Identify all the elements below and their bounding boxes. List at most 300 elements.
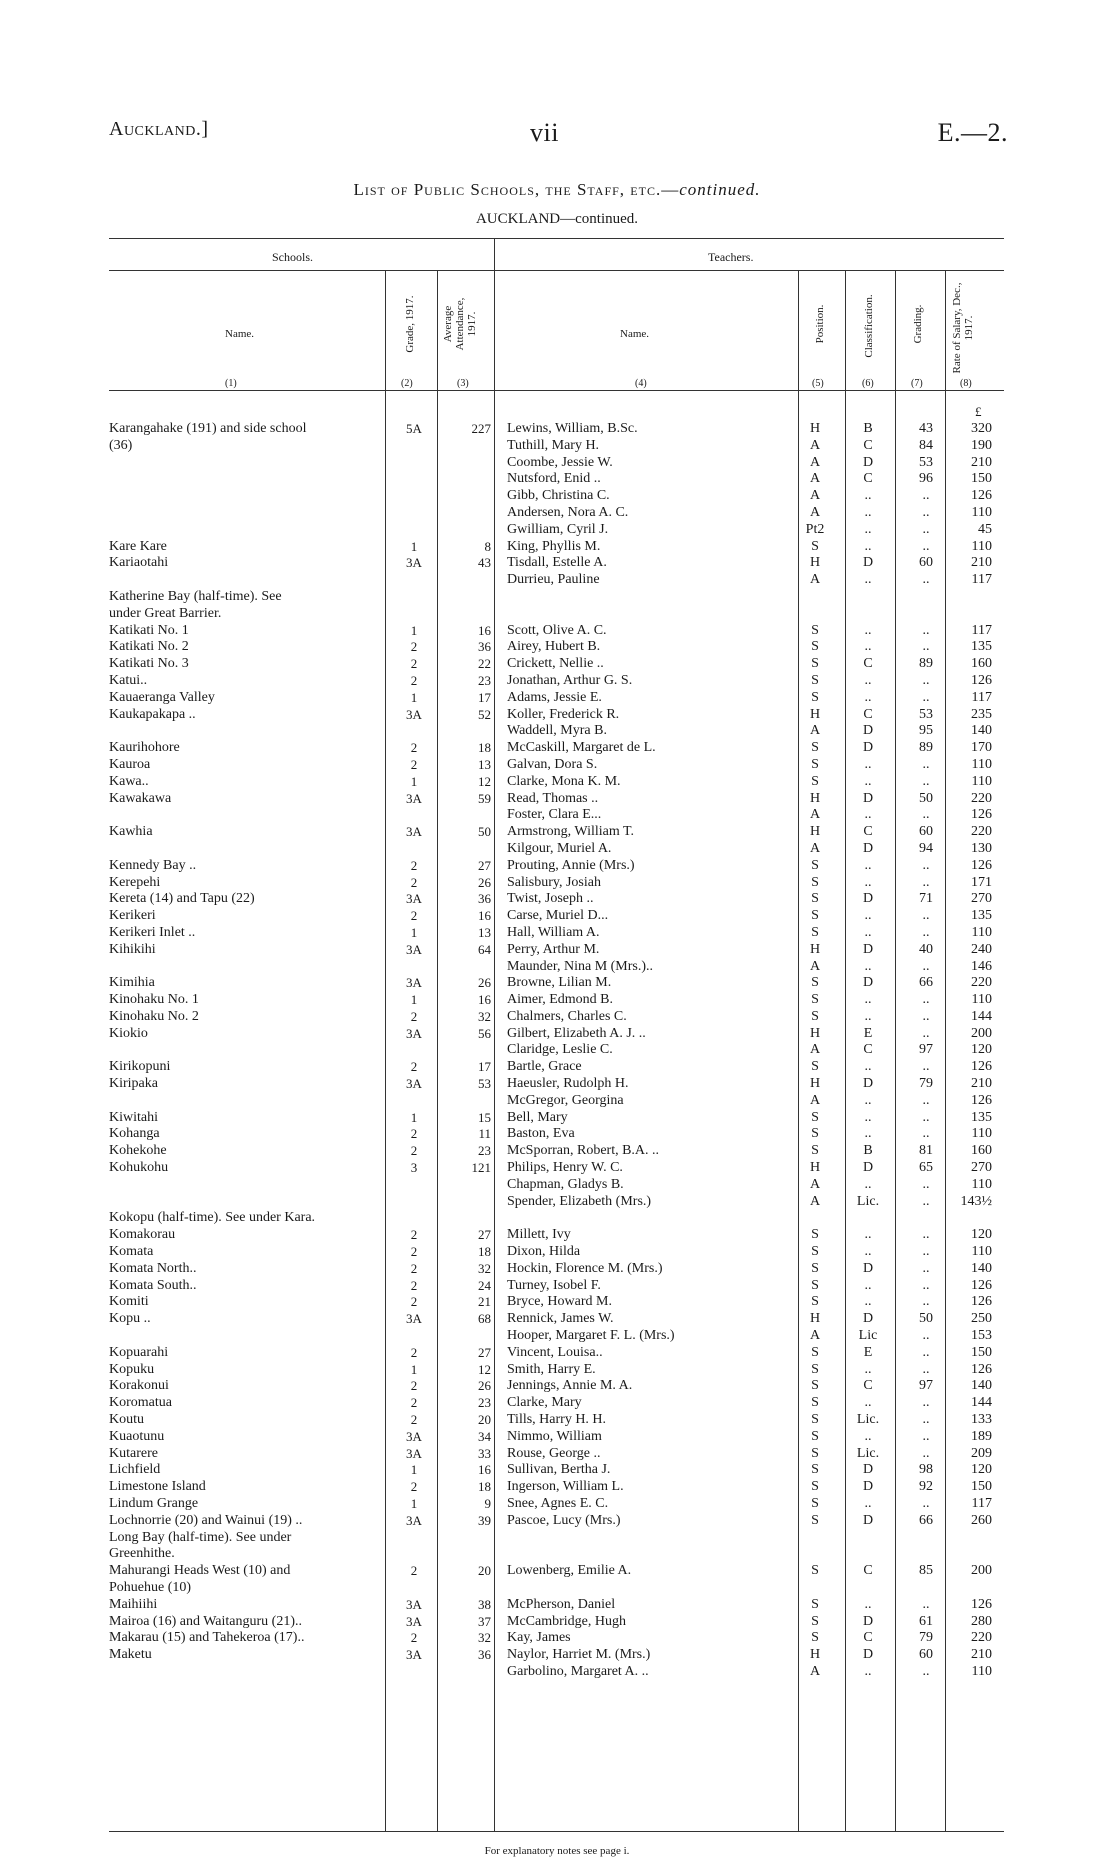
cell-grade: 1 [410,538,418,554]
cell-grd: 84 [919,437,933,453]
page-number: vii [530,118,559,147]
cell-cls: C [863,706,873,722]
table-row [0,1513,1114,1530]
cell-sal: 126 [971,807,992,823]
cell-att: 36 [478,1647,491,1663]
cell-cls: D [862,1647,874,1663]
cell-teacher: Rouse, George .. [507,1445,601,1461]
cell-pos: S [811,622,819,638]
cell-sal: 160 [971,656,992,672]
cell-school: Kawhia [109,824,153,840]
table-row [0,455,1114,472]
cell-att: 16 [478,1462,491,1478]
cell-cls: .. [864,1244,872,1260]
cell-grd: .. [922,1109,930,1125]
cell-grd: .. [922,992,930,1008]
cell-cls: .. [864,488,872,504]
col-number-5: (5) [812,378,824,389]
table-row [0,1647,1114,1664]
table-row [0,1244,1114,1261]
cell-cls: D [862,1260,874,1276]
teachers-group-header: Teachers. [708,250,754,264]
cell-teacher: Tisdall, Estelle A. [507,555,607,571]
cell-cls: .. [864,1596,872,1612]
cell-sal: 110 [971,756,992,772]
cell-teacher: Millett, Ivy [507,1227,571,1243]
cell-grade: 2 [410,1563,418,1579]
cell-school: Koutu [109,1412,144,1428]
cell-cls: .. [864,857,872,873]
table-row [0,1530,1114,1547]
cell-grd: .. [922,1294,930,1310]
table-row [0,1496,1114,1513]
cell-school: Komata South.. [109,1277,197,1293]
cell-teacher: Prouting, Annie (Mrs.) [507,857,635,873]
cell-sal: 126 [971,672,992,688]
cell-sal: 270 [971,1160,992,1176]
cell-pos: S [811,1412,819,1428]
cell-att: 26 [478,874,491,890]
cell-att: 18 [478,1479,491,1495]
cell-grd: 66 [919,1512,933,1528]
cell-att: 53 [478,1076,491,1092]
cell-sal: 117 [971,572,992,588]
cell-sal: 200 [971,1563,992,1579]
table-row [0,1479,1114,1496]
cell-school: Kauroa [109,756,151,772]
cell-school: Kohukohu [109,1160,169,1176]
cell-sal: 153 [971,1328,992,1344]
cell-grade: 3A [406,1311,422,1327]
cell-grade: 1 [410,1361,418,1377]
table-row [0,1546,1114,1563]
cell-teacher: Sullivan, Bertha J. [507,1462,611,1478]
cell-pos: S [811,689,819,705]
cell-att: 13 [478,924,491,940]
cell-sal: 250 [971,1311,992,1327]
col-number-2: (2) [401,378,413,389]
cell-teacher: Lowenberg, Emilie A. [507,1563,632,1579]
cell-cls: .. [864,504,872,520]
cell-att: 17 [478,689,491,705]
cell-pos: H [809,941,821,957]
cell-sal: 144 [971,1395,992,1411]
table-row [0,908,1114,925]
cell-grd: 60 [919,1647,933,1663]
cell-pos: A [809,1663,821,1679]
cell-school: Komakorau [109,1227,176,1243]
cell-sal: 135 [971,639,992,655]
cell-grd: 95 [919,723,933,739]
cell-cls: D [862,555,874,571]
cell-grade: 2 [410,740,418,756]
cell-cls: .. [864,874,872,890]
salary-header: Rate of Salary, Dec., 1917. [951,282,975,374]
cell-pos: S [811,1596,819,1612]
table-row [0,656,1114,673]
cell-grade: 2 [410,1227,418,1243]
cell-grd: .. [922,1428,930,1444]
cell-att: 32 [478,1630,491,1646]
table-row [0,1446,1114,1463]
cell-cls: .. [864,639,872,655]
cell-att: 39 [478,1512,491,1528]
title-italic: continued. [679,180,761,199]
cell-grd: .. [922,1596,930,1612]
cell-pos: S [811,1294,819,1310]
cell-school: under Great Barrier. [109,605,222,621]
cell-grade: 1 [410,622,418,638]
cell-grd: 81 [919,1143,933,1159]
cell-grade: 1 [410,924,418,940]
cell-grd: .. [922,1277,930,1293]
cell-att: 18 [478,740,491,756]
cell-pos: A [809,958,821,974]
position-header: Position. [814,304,826,344]
cell-grd: 50 [919,790,933,806]
cell-teacher: Waddell, Myra B. [507,723,607,739]
cell-pos: S [811,740,819,756]
table-row [0,639,1114,656]
cell-cls: Lic [858,1328,878,1344]
cell-pos: A [809,723,821,739]
cell-sal: 210 [971,555,992,571]
table-top-rule [109,238,1004,239]
cell-grade: 2 [410,1143,418,1159]
cell-grade: 2 [410,639,418,655]
cell-sal: 220 [971,790,992,806]
cell-sal: 120 [971,1227,992,1243]
cell-sal: 110 [971,1126,992,1142]
cell-pos: S [811,639,819,655]
cell-cls: C [863,1630,873,1646]
cell-grade: 1 [410,992,418,1008]
cell-pos: S [811,1143,819,1159]
cell-cls: D [862,723,874,739]
cell-pos: S [811,1277,819,1293]
cell-cls: C [863,471,873,487]
cell-cls: D [862,840,874,856]
cell-grade: 3A [406,1596,422,1612]
cell-sal: 126 [971,1277,992,1293]
cell-school: Karangahake (191) and side school [109,421,307,436]
cell-pos: S [811,656,819,672]
cell-cls: .. [864,689,872,705]
cell-grade: 3A [406,975,422,991]
cell-grd: .. [922,1126,930,1142]
cell-att: 23 [478,672,491,688]
cell-school: Maihiihi [109,1596,158,1612]
cell-school: Kariaotahi [109,555,169,571]
cell-school: Lochnorrie (20) and Wainui (19) .. [109,1512,303,1528]
cell-cls: Lic. [856,1193,880,1209]
cell-teacher: Lewins, William, B.Sc. [507,421,638,436]
table-row [0,1614,1114,1631]
table-row [0,774,1114,791]
cell-pos: S [811,1109,819,1125]
cell-grade: 2 [410,1412,418,1428]
cell-sal: 140 [971,723,992,739]
cell-school: Limestone Island [109,1479,206,1495]
cell-sal: 110 [971,773,992,789]
table-row [0,623,1114,640]
cell-grd: 60 [919,824,933,840]
cell-sal: 160 [971,1143,992,1159]
cell-grd: .. [922,1008,930,1024]
cell-cls: .. [864,958,872,974]
table-row [0,1110,1114,1127]
cell-att: 26 [478,1378,491,1394]
table-row [0,438,1114,455]
cell-sal: 117 [971,622,992,638]
cell-grd: 89 [919,656,933,672]
cell-teacher: Gibb, Christina C. [507,488,610,504]
cell-grade: 3A [406,1613,422,1629]
cell-school: Katui.. [109,672,148,688]
cell-grade: 3 [410,1160,418,1176]
cell-school: Kutarere [109,1445,158,1461]
cell-teacher: Vincent, Louisa.. [507,1344,603,1360]
cell-cls: .. [864,538,872,554]
cell-sal: 220 [971,975,992,991]
cell-att: 227 [471,421,491,436]
cell-sal: 110 [971,1176,992,1192]
cell-att: 27 [478,857,491,873]
cell-pos: S [811,975,819,991]
cell-pos: S [811,1462,819,1478]
cell-cls: .. [864,1059,872,1075]
cell-school: Lichfield [109,1462,161,1478]
cell-cls: D [862,941,874,957]
cell-att: 20 [478,1563,491,1579]
table-row [0,1429,1114,1446]
cell-sal: 120 [971,1462,992,1478]
cell-cls: Lic. [856,1412,880,1428]
cell-cls: .. [864,1227,872,1243]
cell-sal: 240 [971,941,992,957]
cell-grd: 98 [919,1462,933,1478]
cell-teacher: Tuthill, Mary H. [507,437,600,453]
cell-att: 32 [478,1008,491,1024]
grading-header: Grading. [912,304,924,344]
table-row [0,522,1114,539]
cell-school: Lindum Grange [109,1496,199,1511]
cell-sal: 110 [971,1244,992,1260]
cell-sal: 126 [971,857,992,873]
page-title [0,180,1114,200]
table-row [0,1630,1114,1647]
cell-teacher: Andersen, Nora A. C. [507,504,629,520]
cell-cls: D [862,1160,874,1176]
cell-sal: 270 [971,891,992,907]
cell-grd: 71 [919,891,933,907]
cell-pos: S [811,891,819,907]
cell-school: Kopu .. [109,1311,151,1327]
table-row [0,1143,1114,1160]
cell-pos: S [811,1361,819,1377]
cell-pos: S [811,1445,819,1461]
cell-grade: 3A [406,1025,422,1041]
cell-school: Kare Kare [109,538,167,554]
cell-grade: 2 [410,1126,418,1142]
cell-pos: S [811,874,819,890]
cell-teacher: Smith, Harry E. [507,1361,596,1377]
cell-teacher: Nimmo, William [507,1428,602,1444]
cell-grade: 1 [410,689,418,705]
cell-cls: .. [864,672,872,688]
cell-cls: D [862,1311,874,1327]
cell-sal: 126 [971,488,992,504]
table-row [0,1026,1114,1043]
cell-pos: H [809,1311,821,1327]
cell-sal: 235 [971,706,992,722]
cell-att: 121 [471,1160,491,1176]
table-row [0,539,1114,556]
cell-school: Long Bay (half-time). See under [109,1529,292,1545]
cell-cls: .. [864,1126,872,1142]
cell-grd: 79 [919,1630,933,1646]
cell-sal: 110 [971,992,992,1008]
cell-teacher: Hall, William A. [507,924,600,940]
cell-school: Kauaeranga Valley [109,689,215,705]
cell-school: Kaurihohore [109,740,180,756]
cell-grd: .. [922,1361,930,1377]
cell-pos: A [809,1328,821,1344]
cell-grade: 2 [410,1479,418,1495]
cell-pos: H [809,421,821,436]
cell-pos: A [809,454,821,470]
cell-teacher: Read, Thomas .. [507,790,599,806]
cell-sal: 126 [971,1059,992,1075]
cell-pos: A [809,1042,821,1058]
cell-cls: B [863,421,873,436]
cell-grade: 3A [406,790,422,806]
cell-grade: 2 [410,857,418,873]
cell-sal: 200 [971,1025,992,1041]
table-row [0,1462,1114,1479]
cell-att: 27 [478,1227,491,1243]
cell-school: Kinohaku No. 1 [109,992,199,1008]
cell-grade: 2 [410,656,418,672]
cell-sal: 220 [971,824,992,840]
cell-grd: .. [922,1025,930,1041]
cell-cls: .. [864,924,872,940]
cell-cls: E [863,1344,873,1360]
cell-att: 68 [478,1311,491,1327]
cell-grade: 3A [406,706,422,722]
cell-cls: D [862,1479,874,1495]
cell-grd: .. [922,622,930,638]
cell-sal: 110 [971,924,992,940]
cell-cls: D [862,975,874,991]
cell-att: 16 [478,622,491,638]
cell-grade: 2 [410,1294,418,1310]
col-number-6: (6) [862,378,874,389]
cell-att: 21 [478,1294,491,1310]
cell-grade: 1 [410,1109,418,1125]
cell-teacher: McCambridge, Hugh [507,1613,626,1629]
title-text: List of Public Schools, the Staff, etc.— [353,180,680,199]
cell-pos: S [811,1260,819,1276]
cell-grd: .. [922,1344,930,1360]
table-row [0,975,1114,992]
cell-teacher: McCaskill, Margaret de L. [507,740,656,756]
cell-grd: 97 [919,1042,933,1058]
cell-sal: 150 [971,471,992,487]
header-bottom-rule [109,390,1004,391]
cell-pos: S [811,908,819,924]
cell-att: 9 [484,1496,491,1511]
cell-school: Maketu [109,1647,152,1663]
cell-grd: 53 [919,454,933,470]
cell-cls: .. [864,1109,872,1125]
cell-pos: A [809,1092,821,1108]
table-row [0,1076,1114,1093]
table-row [0,505,1114,522]
cell-school: Komata North.. [109,1260,197,1276]
cell-teacher: Coombe, Jessie W. [507,454,613,470]
cell-cls: .. [864,992,872,1008]
table-row [0,1126,1114,1143]
table-row [0,1294,1114,1311]
cell-school: Kuaotunu [109,1428,165,1444]
cell-teacher: Bartle, Grace [507,1059,582,1075]
table-row [0,1395,1114,1412]
cell-att: 36 [478,891,491,907]
table-row [0,707,1114,724]
cell-cls: D [862,790,874,806]
table-row [0,723,1114,740]
cell-sal: 189 [971,1428,992,1444]
cell-grade: 2 [410,756,418,772]
cell-att: 27 [478,1344,491,1360]
cell-pos: S [811,1512,819,1528]
table-row [0,875,1114,892]
table-row [0,959,1114,976]
cell-grade: 3A [406,1076,422,1092]
cell-pos: S [811,672,819,688]
cell-sal: 110 [971,504,992,520]
cell-school: Koromatua [109,1395,172,1411]
cell-grd: 94 [919,840,933,856]
table-row [0,858,1114,875]
table-bottom-rule [109,1831,1004,1832]
cell-cls: .. [864,622,872,638]
cell-teacher: Chalmers, Charles C. [507,1008,627,1024]
cell-grd: .. [922,672,930,688]
cell-pos: A [809,504,821,520]
table-row [0,1093,1114,1110]
cell-grade: 2 [410,1630,418,1646]
cell-pos: S [811,1126,819,1142]
cell-teacher: Durrieu, Pauline [507,572,600,588]
cell-att: 33 [478,1445,491,1461]
cell-grade: 3A [406,824,422,840]
cell-grd: 53 [919,706,933,722]
cell-pos: S [811,1479,819,1495]
cell-att: 23 [478,1395,491,1411]
cell-teacher: Snee, Agnes E. C. [507,1496,609,1511]
table-row [0,1210,1114,1227]
cell-cls: D [862,740,874,756]
cell-att: 8 [484,538,491,554]
cell-teacher: Claridge, Leslie C. [507,1042,613,1058]
cell-pos: H [809,555,821,571]
cell-pos: S [811,1008,819,1024]
cell-cls: B [863,1143,873,1159]
cell-grd: .. [922,1395,930,1411]
cell-school: Katikati No. 2 [109,639,189,655]
